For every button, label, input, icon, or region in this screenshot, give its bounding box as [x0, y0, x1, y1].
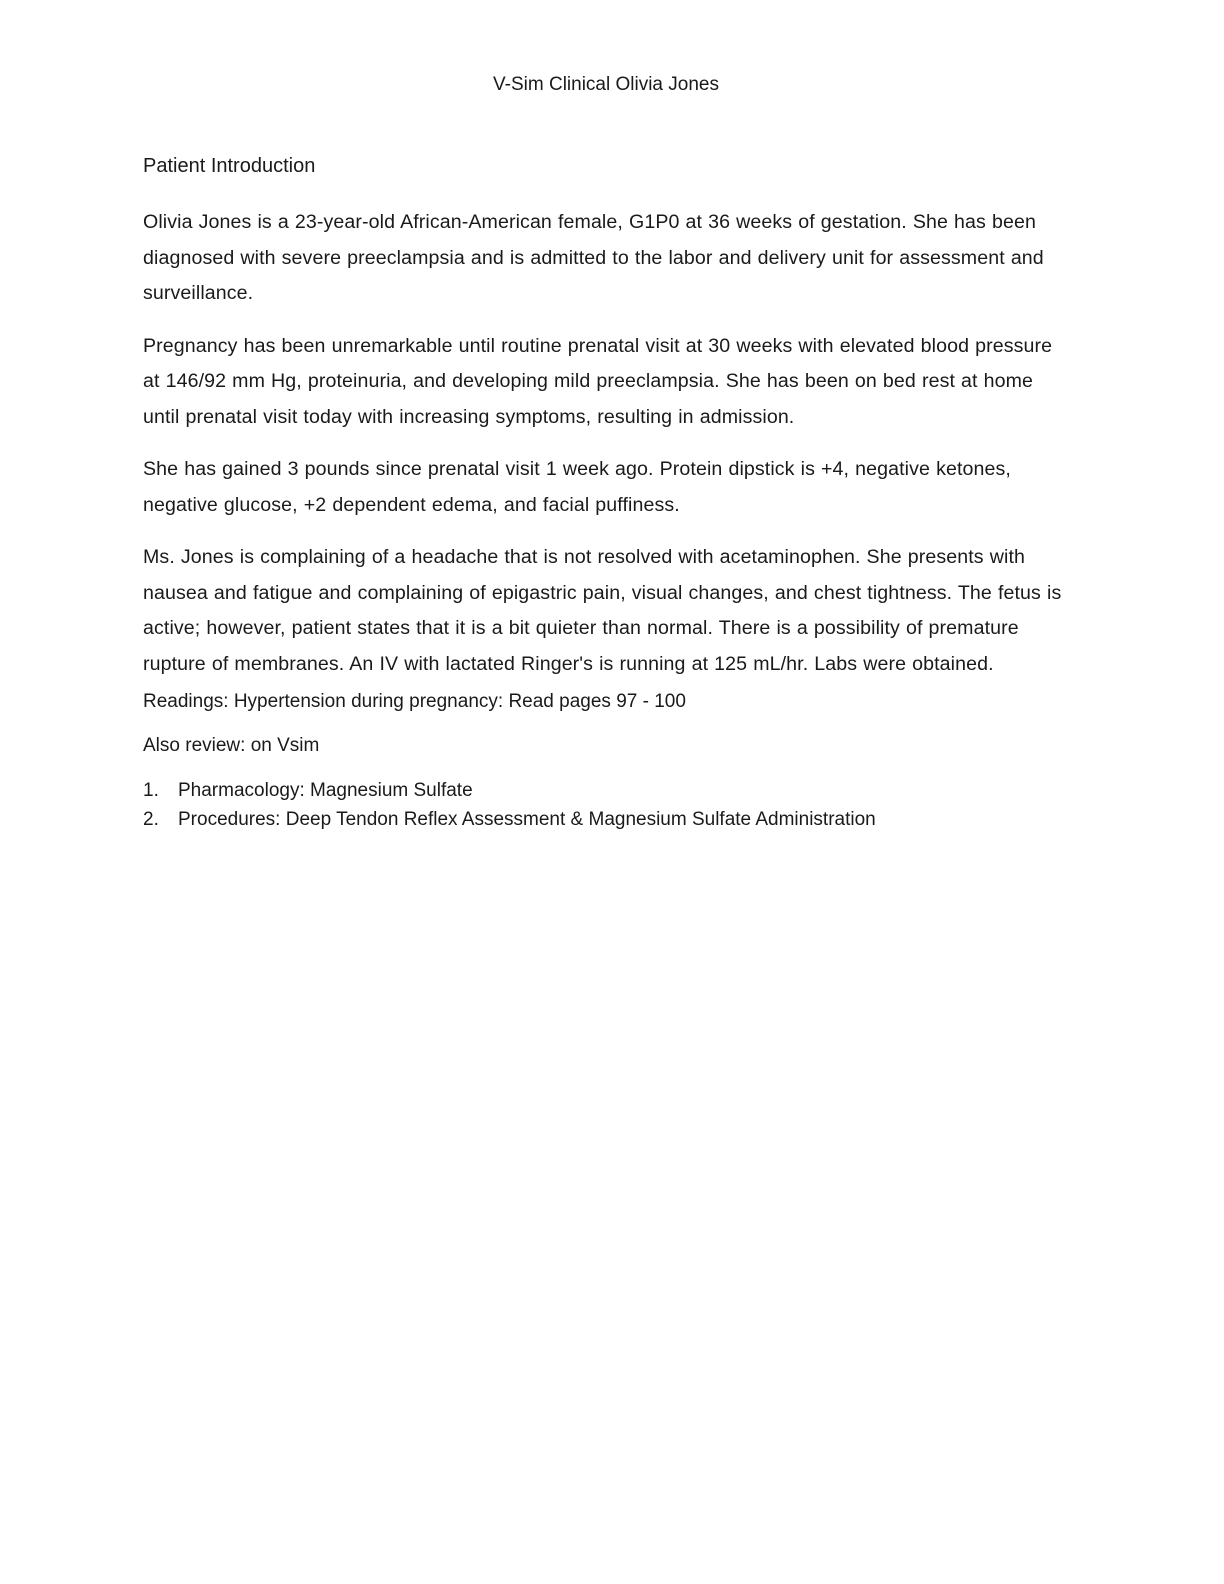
- document-title: V-Sim Clinical Olivia Jones: [493, 74, 719, 95]
- section-heading: Patient Introduction: [143, 155, 316, 177]
- paragraph-patient-overview: Olivia Jones is a 23-year-old African-American female, G1P0 at 36 weeks of gestation. She has been diagnosed with severe preeclampsia and is admitted to the labor and delivery unit for assessment and surveillance.: [143, 211, 1044, 304]
- readings-line: Readings: Hypertension during pregnancy: Read pages 97 - 100: [143, 691, 686, 712]
- list-item-text: Procedures: Deep Tendon Reflex Assessment & Magnesium Sulfate Administration: [178, 809, 876, 830]
- paragraph-pregnancy-history: Pregnancy has been unremarkable until routine prenatal visit at 30 weeks with elevated blood pressure at 146/92 mm Hg, proteinuria, and developing mild preeclampsia. She has been on bed rest at home until prenatal visit today with increasing symptoms, resulting in admission.: [143, 334, 1053, 428]
- list-item: [143, 776, 1063, 805]
- list-item-text: Pharmacology: Magnesium Sulfate: [178, 780, 473, 801]
- list-item-number: 1.: [143, 780, 159, 801]
- review-list: [143, 776, 1063, 834]
- document-body: [143, 152, 1063, 834]
- paragraph-assessment-findings: She has gained 3 pounds since prenatal visit 1 week ago. Protein dipstick is +4, negative ketones, negative glucose, +2 dependent edema, and facial puffiness.: [143, 458, 1011, 516]
- list-item-number: 2.: [143, 809, 159, 830]
- also-review-line: Also review: on Vsim: [143, 735, 320, 756]
- list-item: [143, 805, 1063, 834]
- paragraph-current-symptoms: Ms. Jones is complaining of a headache that is not resolved with acetaminophen. She presents with nausea and fatigue and complaining of epigastric pain, visual changes, and chest tightness. The fetus is active; however, patient states that it is a bit quieter than normal. There is a possibility of premature rupture of membranes. An IV with lactated Ringer's is running at 125 mL/hr. Labs were obtained.: [143, 546, 1062, 675]
